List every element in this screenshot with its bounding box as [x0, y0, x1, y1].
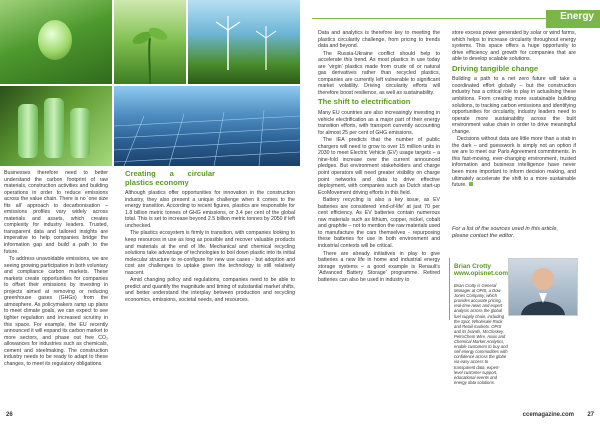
paragraph — [452, 136, 576, 188]
photo-green-lightbulb — [0, 0, 112, 84]
column-2 — [125, 168, 295, 304]
paragraph: Battery recycling is also a key issue, as EV batteries are considered ‘end-of-life’ at just 70 per cent efficiency. As EV batteries contain numerous raw materials such as lithium, copper, nickel, cobalt and graphite – not to mention the raw materials used to manufacture the cars themselves - repurposing these batteries for use in both environment and industrial contexts will be critical. — [318, 197, 440, 249]
heading-driving-change: Driving tangible change — [452, 63, 539, 73]
paragraph-text: Decisions without data are little more than a stab in the dark – and guesswork is simply not an option if we are to meet our Paris Agreement commitments. In this fast-moving, ever-changing environment, trusted information and business intelligence have never been more important to inform decision making, and ultimately accelerate the shift to a more sustainable future. — [452, 136, 576, 189]
heading-electrification: The shift to electrification — [318, 97, 411, 107]
paragraph: Building a path to a net zero future will take a coordinated effort globally – but the construction industry has a critical role to play in actualising these ambitions. From creating more sustainable building solutions, to tracking carbon emissions and identifying opportunities for circularity, industry leaders need to operate more sustainability across the built environment value chain in order to drive meaningful change. — [452, 76, 576, 135]
author-divider — [449, 258, 450, 320]
photo-recycled-bottles — [0, 86, 112, 166]
paragraph: Although plastics offer opportunities for innovation in the construction industry, they also present a unique challenge when it comes to the energy transition. According to recent figures, plastics are responsible for 1.8 billion metric tonnes of GHG emissions, or 3.4 per cent of the global total. This is set to increase beyond 2.5 billion metric tonnes by 2050 if left unchecked. — [125, 190, 295, 229]
paragraph: The plastics ecosystem is firmly in transition, with companies looking to keep resources in use as long as possible and recover valuable products and materials at the end of life. Mechanical and chemical recycling solutions take advantage of technologies to boil down plastic into its initial molecular structure to re-configure for new use cases - but adoption and cost are challenges to uptake given the technology is still relatively nascent. — [125, 230, 295, 276]
page-number-left: 26 — [6, 412, 13, 418]
author-bio: Brian Crotty is General Manager at OPIS, a Dow Jones Company, which provides accurate pricing, real-time news and expert analysis across the global fuel supply chain, including the Spot, Wholesale Rack and Retail markets. OPIS and its brands, McCloskey, PetroChem Wire, Axxis and Chemical Market Analytics, enable customers to buy and sell energy commodities with confidence across the globe via easy access to transparent data, expert-level customer support, educational events and energy data solutions. — [454, 283, 508, 385]
solar-panel-icon — [114, 86, 300, 166]
header-rule — [312, 18, 548, 19]
sprout-icon — [114, 0, 186, 84]
wind-turbine-icon — [188, 0, 300, 84]
paragraph: There are already initiatives in play to give batteries a new life in home and industrial energy storage systems – a good example is Renault’s ‘Advanced Battery Storage’ programme. Retired batteries can also be used in industry to — [318, 250, 440, 283]
end-mark-icon — [469, 182, 473, 186]
bottle-shape — [18, 104, 38, 158]
author-name: Brian Crotty — [454, 263, 491, 270]
author-site[interactable]: www.opisnet.com — [454, 270, 509, 278]
paragraph: store excess power generated by solar or wind farms, which helps to increase circularity throughout energy systems. This space offers a huge opportunity to drive efficiency and growth for companies that are able to develop scalable solutions. — [452, 30, 576, 63]
section-label: Energy — [560, 11, 594, 22]
paragraph: The IEA predicts that the number of public chargers will need to grow to over 15 million units in 2030 to meet Electric Vehicle (EV) usage targets – a nine-fold increase over the current announced pledges. But environment stakeholders and charge point operators will need greater visibility on charge point networks and data to drive effective deployment, with companies such as Dutch start-up EcoMovement driving efforts in this field. — [318, 137, 440, 196]
lightbulb-shape — [38, 20, 72, 60]
photo-plant-sprout — [114, 0, 186, 84]
heading-circular-plastics: Creating a circular plastics economy — [125, 169, 215, 187]
column-3 — [318, 30, 440, 284]
column-4 — [452, 30, 576, 190]
photo-wind-turbines — [188, 0, 300, 84]
author-photo — [508, 258, 578, 316]
bottle-shape — [44, 98, 64, 158]
bottle-shape — [70, 108, 90, 158]
author-block — [454, 263, 508, 278]
paragraph: Many EU countries are also increasingly investing in vehicle electrification as a major part of their energy transition efforts, with transport currently accounting for almost 25 per cent of GHG emissions. — [318, 110, 440, 136]
page-number-right: 27 — [587, 412, 594, 418]
column-1 — [4, 170, 108, 368]
sources-note: For a list of the sources used in this article, please contact the editor. — [452, 226, 559, 239]
paragraph: Businesses therefore need to better understand the carbon footprint of raw materials, construction activities and building operations in order to reduce emissions across the value chain. There is no ‘one size fits all’ approach to decarbonisation – emissions profiles vary widely across materials and assets, which creates complexity for industry leaders. Trusted, transparent data and tailored insights are imperative to help companies bridge the information gap and build a path to the future. — [4, 170, 108, 255]
paragraph: To address unavoidable emissions, we are seeing growing participation in both voluntary and compliance carbon markets. These markets create opportunities for companies to offset their emissions by investing in projects aimed at removing or reducing greenhouse gases (GHGs) from the atmosphere. As policymakers ramp up plans to meet climate goals, we can expect to see tighter regulation and increased scrutiny in this space. For example, the EU recently announced it will expand its carbon market to more sectors, and phase out free CO₂ allowances for industries such as chemicals, cement and steelmaking. The construction industry needs to be ready to adapt to these changes, to meet its regulatory obligations. — [4, 256, 108, 367]
paragraph: Amid changing policy and regulations, companies need to be able to predict and quantify the magnitude and timing of substantial market shifts, and better understand the interplay between production and recycling economics, emissions, societal needs, and resources. — [125, 277, 295, 303]
paragraph: The Russia-Ukraine conflict should help to accelerate this trend. As most plastics in use today are ‘virgin’ plastics made from crude oil or natural gas derivatives rather than recycled plastics, companies are currently left vulnerable to significant market volatility. Driving circularity efforts will therefore boost resilience, as well as sustainability. — [318, 50, 440, 96]
photo-solar-panels — [114, 86, 300, 166]
paragraph: Data and analytics is therefore key to meeting the plastics circularity challenge, from pricing to trends data and beyond. — [318, 30, 440, 50]
footer-site[interactable]: ccemagazine.com — [522, 412, 574, 418]
person-icon — [509, 259, 577, 315]
